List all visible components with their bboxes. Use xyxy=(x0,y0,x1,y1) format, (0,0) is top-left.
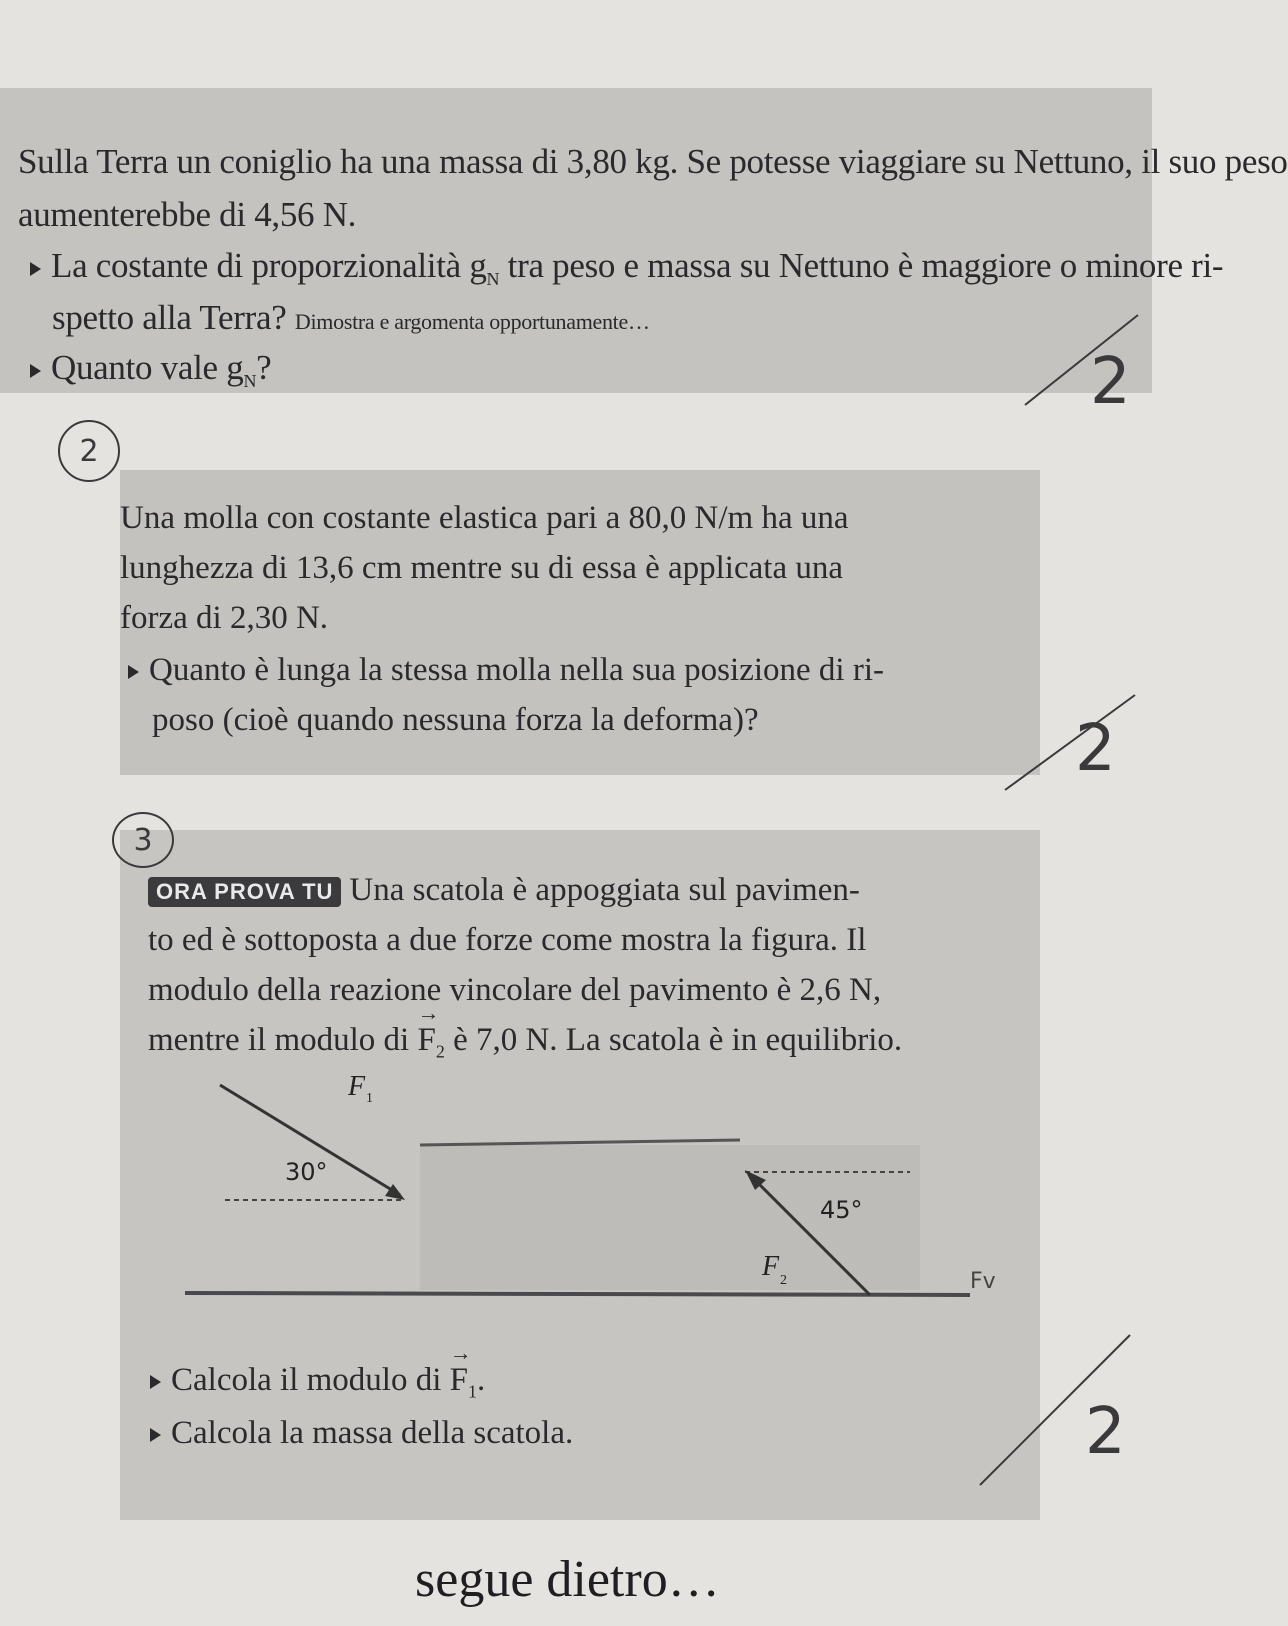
force-diagram xyxy=(180,1071,1020,1320)
f1-label: F xyxy=(348,1071,366,1102)
floor-line xyxy=(185,1293,970,1295)
bullet-icon xyxy=(30,262,41,276)
problem-1-line-1: Sulla Terra un coniglio ha una massa di 3,80 kg. Se potesse viaggiare su Nettuno, il suo peso xyxy=(18,142,1288,181)
angle-2-label: 45° xyxy=(820,1196,863,1224)
footer-text: segue dietro… xyxy=(415,1551,720,1608)
bullet-icon xyxy=(150,1375,161,1389)
problem-2-score: 2 xyxy=(1075,712,1116,786)
problem-2-line-2: lunghezza di 13,6 cm mentre su di essa è applicata una xyxy=(120,550,843,586)
f1-sub: 1 xyxy=(366,1091,373,1106)
problem-3-line-4: mentre il modulo di → $F_2$ è 7,0 N. La scatola è in equilibrio. xyxy=(148,1022,902,1063)
problem-2-line-3: forza di 2,30 N. xyxy=(120,600,329,636)
problem-1-score: 2 xyxy=(1090,345,1131,419)
problem-1-question-1-cont: spetto alla Terra? Dimostra e argomenta opportunamente… xyxy=(52,298,650,337)
problem-1-question-1: La costante di proporzionalità $g_N$ tra peso e massa su Nettuno è maggiore o minore ri- xyxy=(30,246,1223,290)
bullet-icon xyxy=(30,364,41,378)
f2-label: F xyxy=(762,1251,780,1282)
handwritten-fv-note: Fv xyxy=(970,1269,996,1294)
problem-2-question-1-cont: poso (cioè quando nessuna forza la deforma)? xyxy=(152,702,759,738)
problem-1-line-2: aumenterebbe di 4,56 N. xyxy=(18,195,357,234)
problem-2-number: 2 xyxy=(58,420,120,482)
bullet-icon xyxy=(150,1428,161,1442)
problem-2-question-1: Quanto è lunga la stessa molla nella sua posizione di ri- xyxy=(128,652,884,689)
problem-3-number: 3 xyxy=(112,812,174,868)
problem-3-question-2: Calcola la massa della scatola. xyxy=(150,1415,573,1452)
ora-prova-tu-badge: ORA PROVA TU xyxy=(148,877,341,907)
problem-3-question-1: Calcola il modulo di → $F_1$. xyxy=(150,1362,485,1403)
angle-1-label: 30° xyxy=(285,1158,328,1186)
problem-3-line-1: ORA PROVA TU Una scatola è appoggiata sul pavimen- xyxy=(148,872,860,909)
box-top-edge xyxy=(420,1140,740,1145)
problem-3-line-2: to ed è sottoposta a due forze come mostra la figura. Il xyxy=(148,922,867,958)
problem-3-score: 2 xyxy=(1085,1395,1126,1469)
problem-2-line-1: Una molla con costante elastica pari a 80,0 N/m ha una xyxy=(120,500,849,536)
problem-1-question-2: Quanto vale $g_N$? xyxy=(30,348,271,392)
bullet-icon xyxy=(128,665,139,679)
f2-sub: 2 xyxy=(780,1273,787,1288)
score-slash-2 xyxy=(1000,690,1140,800)
problem-3-line-3: modulo della reazione vincolare del pavimento è 2,6 N, xyxy=(148,972,882,1008)
